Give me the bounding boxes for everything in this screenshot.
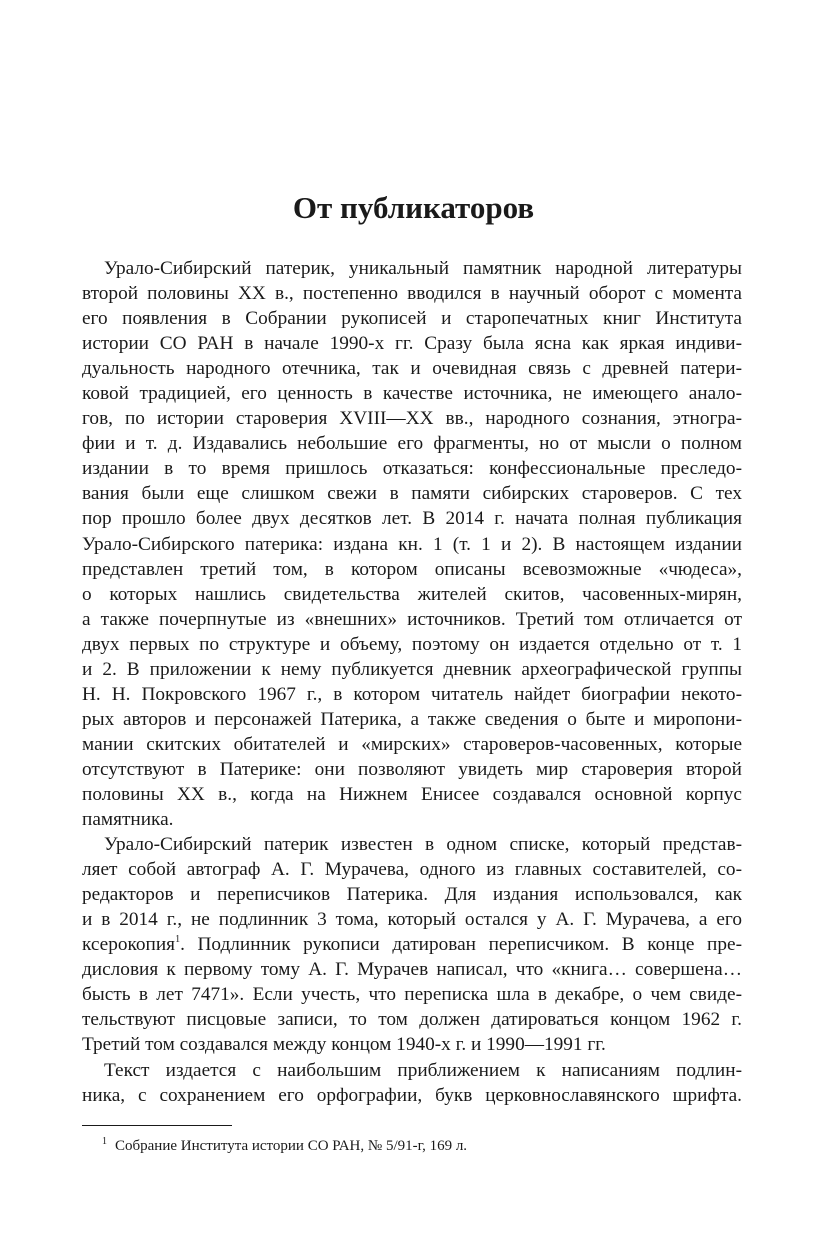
text-line: рых авторов и персонажей Патерика, а также сведения о быте и миропони- [82, 708, 742, 730]
text-line: и 2. В приложении к нему публикуется дневник археографической группы [82, 658, 742, 680]
footnote-divider [82, 1125, 232, 1126]
page-title: От публикаторов [292, 190, 535, 225]
text-line: бысть в лет 7471». Если учесть, что переписка шла в декабре, о чем свиде- [82, 984, 742, 1006]
text-line: вания были еще слишком свежи в памяти сибирских староверов. С тех [82, 483, 742, 505]
text-line: Урало-Сибирский патерик известен в одном списке, который представ- [104, 834, 742, 856]
text-line-with-footnote [82, 932, 742, 957]
text-line: половины XX в., когда на Нижнем Енисее создавался основной корпус [82, 783, 742, 805]
footnote-number: 1 [102, 1136, 107, 1147]
text-line: а также почерпнутые из «внешних» источников. Третий том отличается от [82, 608, 742, 630]
text-line: мании скитских обитателей и «мирских» староверов-часовенных, которые [82, 733, 742, 755]
text-line: пор прошло более двух десятков лет. В 2014 г. начата полная публикация [82, 508, 742, 530]
text-line: фии и т. д. Издавались небольшие его фрагменты, но от мысли о полном [82, 433, 742, 455]
text-line: гов, по истории староверия XVIII—XX вв., народного сознания, этногра- [82, 408, 742, 430]
text-line: редакторов и переписчиков Патерика. Для издания использовался, как [82, 884, 742, 906]
text-line: о которых нашлись свидетельства жителей скитов, часовенных-мирян, [82, 583, 742, 605]
text-line: памятника. [82, 809, 174, 831]
text-segment: . Подлинник рукописи датирован переписчиком. В конце пре- [180, 934, 742, 956]
text-line: ковой традицией, его ценность в качестве источника, не имеющего анало- [82, 383, 742, 405]
text-line: второй половины XX в., постепенно вводился в научный оборот с момента [82, 283, 742, 305]
text-segment: ксерокопия [82, 934, 176, 956]
text-line: дуальность народного отечника, так и очевидная связь с древней патери- [82, 358, 742, 380]
text-line: отсутствуют в Патерике: они позволяют увидеть мир староверия второй [82, 758, 742, 780]
footnote [102, 1132, 467, 1156]
text-line: его появления в Собрании рукописей и старопечатных книг Института [82, 308, 742, 330]
text-line: Н. Н. Покровского 1967 г., в котором читатель найдет биографии некото- [82, 683, 742, 705]
text-line: ника, с сохранением его орфографии, букв церковнославянского шрифта. [82, 1084, 742, 1106]
text-line: тельствуют писцовые записи, то том должен датироваться концом 1962 г. [82, 1009, 742, 1031]
text-line: представлен третий том, в котором описаны всевозможные «чюдеса», [82, 558, 742, 580]
text-line: Урало-Сибирский патерик, уникальный памятник народной литературы [104, 258, 742, 279]
footnote-text: Собрание Института истории СО РАН, № 5/91-г, 169 л. [115, 1138, 468, 1154]
text-line: истории СО РАН в начале 1990-х гг. Сразу была ясна как яркая индиви- [82, 333, 742, 355]
text-line: дисловия к первому тому А. Г. Мурачев написал, что «книга… совершена… [82, 959, 742, 981]
text-line: Текст издается с наибольшим приближением к написаниям подлин- [104, 1059, 742, 1081]
text-line: Третий том создавался между концом 1940-х г. и 1990—1991 гг. [82, 1034, 606, 1056]
text-line: и в 2014 г., не подлинник 3 тома, который остался у А. Г. Мурачева, а его [82, 909, 742, 931]
footnote-reference[interactable]: 1 [175, 934, 181, 946]
text-line: двух первых по структуре и объему, поэтому он издается отдельно от т. 1 [82, 633, 742, 655]
text-line: Урало-Сибирского патерика: издана кн. 1 (т. 1 и 2). В настоящем издании [82, 533, 742, 555]
main-text [82, 256, 742, 1108]
text-line: ляет собой автограф А. Г. Мурачева, одного из главных составителей, со- [82, 859, 742, 881]
text-line: издании в то время пришлось отказаться: конфессиональные преследо- [82, 458, 742, 480]
